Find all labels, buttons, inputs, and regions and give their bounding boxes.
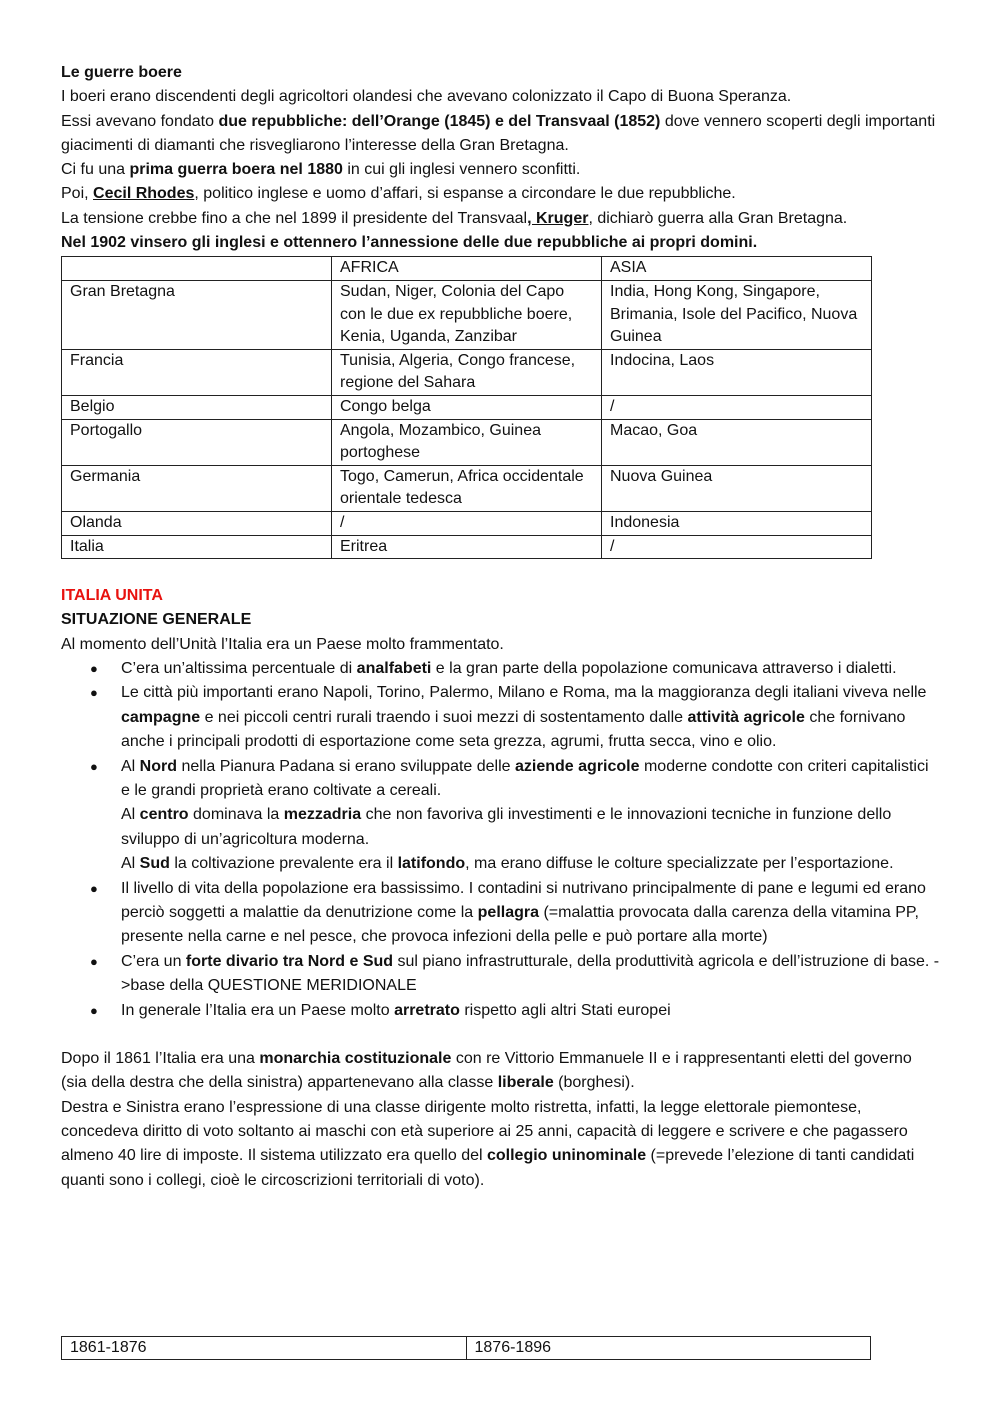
table-row [62,535,872,559]
table-cell: Angola, Mozambico, Guinea portoghese [332,419,602,465]
bullet-icon: ● [90,953,98,969]
list-item: ● Il livello di vita della popolazione era bassissimo. I contadini si nutrivano principalmente di pane e legumi ed erano perciò soggetti a malattie da denutrizione come la pellagra (=malattia provocata dalla carenza della vitamina PP, presente nella carne e nel pesce, che provoca infezioni della pelle e può portare alla morte) [61,877,941,950]
bullet-icon: ● [90,1002,98,1018]
boer-title: Le guerre boere [61,64,182,81]
list-item: ● C’era un forte divario tra Nord e Sud sul piano infrastrutturale, della produttività agricola e dell’istruzione di base. ->base della QUESTIONE MERIDIONALE [61,950,941,999]
table-cell: Indonesia [602,511,872,535]
table-row [62,280,872,349]
table-cell: Francia [62,349,332,395]
boer-paragraph-2: Essi avevano fondato due repubbliche: dell’Orange (1845) e del Transvaal (1852) dove vennero scoperti degli importanti giacimenti di diamanti che risvegliarono l’interesse della Gran Bretagna. [61,112,936,154]
table-row [62,511,872,535]
boer-paragraph-3: Ci fu una prima guerra boera nel 1880 in cui gli inglesi vennero sconfitti. [61,161,581,179]
table-cell: Italia [62,535,332,559]
table-cell: Tunisia, Algeria, Congo francese, regione del Sahara [332,349,602,395]
section-subheading: SITUAZIONE GENERALE [61,611,252,629]
table-cell: Portogallo [62,419,332,465]
list-item: ● Le città più importanti erano Napoli, Torino, Palermo, Milano e Roma, ma la maggioranza degli italiani viveva nelle campagne e nei piccoli centri rurali traendo i suoi mezzi di sostentamento dalle attività agricole che fornivano anche i principali prodotti di esportazione come seta grezza, agrumi, frutta secca, vino e olio. [61,681,941,754]
bullet-icon: ● [90,758,98,774]
table-cell: Belgio [62,395,332,419]
table-row [62,395,872,419]
table-cell: 1861-1876 [62,1337,467,1360]
list-item: ● In generale l’Italia era un Paese molto arretrato rispetto agli altri Stati europei [61,999,941,1023]
list-item: ● Al Nord nella Pianura Padana si erano sviluppate delle aziende agricole moderne condotte con criteri capitalistici e le grandi proprietà erano coltivate a cereali. Al centro dominava la mezzadria che non favoriva gli investimenti e le innovazioni tecniche in funzione dello sviluppo di un’agricoltura moderna. Al Sud la coltivazione prevalente era il latifondo, ma erano diffuse le colture specializzate per l’esportazione. [61,755,941,877]
boer-paragraph-1: I boeri erano discendenti degli agricoltori olandesi che avevano colonizzato il Capo di Buona Speranza. [61,88,792,106]
boer-paragraph-4: Poi, Cecil Rhodes, politico inglese e uomo d’affari, si espanse a circondare le due repubbliche. [61,185,736,203]
document-page [61,61,941,1193]
periods-table [61,1336,871,1360]
table-cell: Gran Bretagna [62,280,332,349]
table-cell: Nuova Guinea [602,465,872,511]
table-cell: / [602,535,872,559]
bullet-list [61,657,941,1023]
boer-paragraph-5: La tensione crebbe fino a che nel 1899 il presidente del Transvaal, Kruger, dichiarò guerra alla Gran Bretagna. [61,209,848,227]
table-cell: / [332,511,602,535]
table-cell: India, Hong Kong, Singapore, Brimania, Isole del Pacifico, Nuova Guinea [602,280,872,349]
spacer [61,1023,941,1047]
section-heading: ITALIA UNITA [61,587,163,605]
table-cell: Germania [62,465,332,511]
table-cell: Macao, Goa [602,419,872,465]
bullet-icon: ● [90,880,98,896]
table-row [62,349,872,395]
table-header-cell: AFRICA [332,257,602,281]
boer-paragraph-6: Nel 1902 vinsero gli inglesi e ottennero l’annessione delle due repubbliche ai propri domini. [61,234,758,252]
table-cell: 1876-1896 [466,1337,871,1360]
table-header-cell: ASIA [602,257,872,281]
table-cell: Sudan, Niger, Colonia del Capo con le due ex repubbliche boere, Kenia, Uganda, Zanzibar [332,280,602,349]
table-cell: Indocina, Laos [602,349,872,395]
table-header-row [62,257,872,281]
colonies-table [61,256,872,559]
table-row [62,1337,871,1360]
table-cell: / [602,395,872,419]
table-row [62,465,872,511]
list-item: ● C’era un’altissima percentuale di analfabeti e la gran parte della popolazione comunicava attraverso i dialetti. [61,657,941,681]
monarchy-paragraph: Dopo il 1861 l’Italia era una monarchia costituzionale con re Vittorio Emmanuele II e i rappresentanti eletti del governo (sia della destra che della sinistra) appartenevano alla classe liberale (borghesi). [61,1050,912,1092]
intro-paragraph: Al momento dell’Unità l’Italia era un Paese molto frammentato. [61,635,504,653]
bullet-icon: ● [90,685,98,701]
table-cell: Togo, Camerun, Africa occidentale orientale tedesca [332,465,602,511]
table-header-cell [62,257,332,281]
table-row [62,419,872,465]
electoral-paragraph: Destra e Sinistra erano l’espressione di una classe dirigente molto ristretta, infatti, la legge elettorale piemontese, concedeva diritto di voto soltanto ai maschi con età superiore ai 25 anni, capacità di leggere e scrivere e che pagassero almeno 40 lire di imposte. Il sistema utilizzato era quello del collegio uninominale (=prevede l’elezione di tanti candidati quanti sono i collegi, cioè le circoscrizioni territoriali di voto). [61,1098,915,1189]
bullet-icon: ● [90,660,98,676]
table-cell: Congo belga [332,395,602,419]
table-cell: Eritrea [332,535,602,559]
table-cell: Olanda [62,511,332,535]
